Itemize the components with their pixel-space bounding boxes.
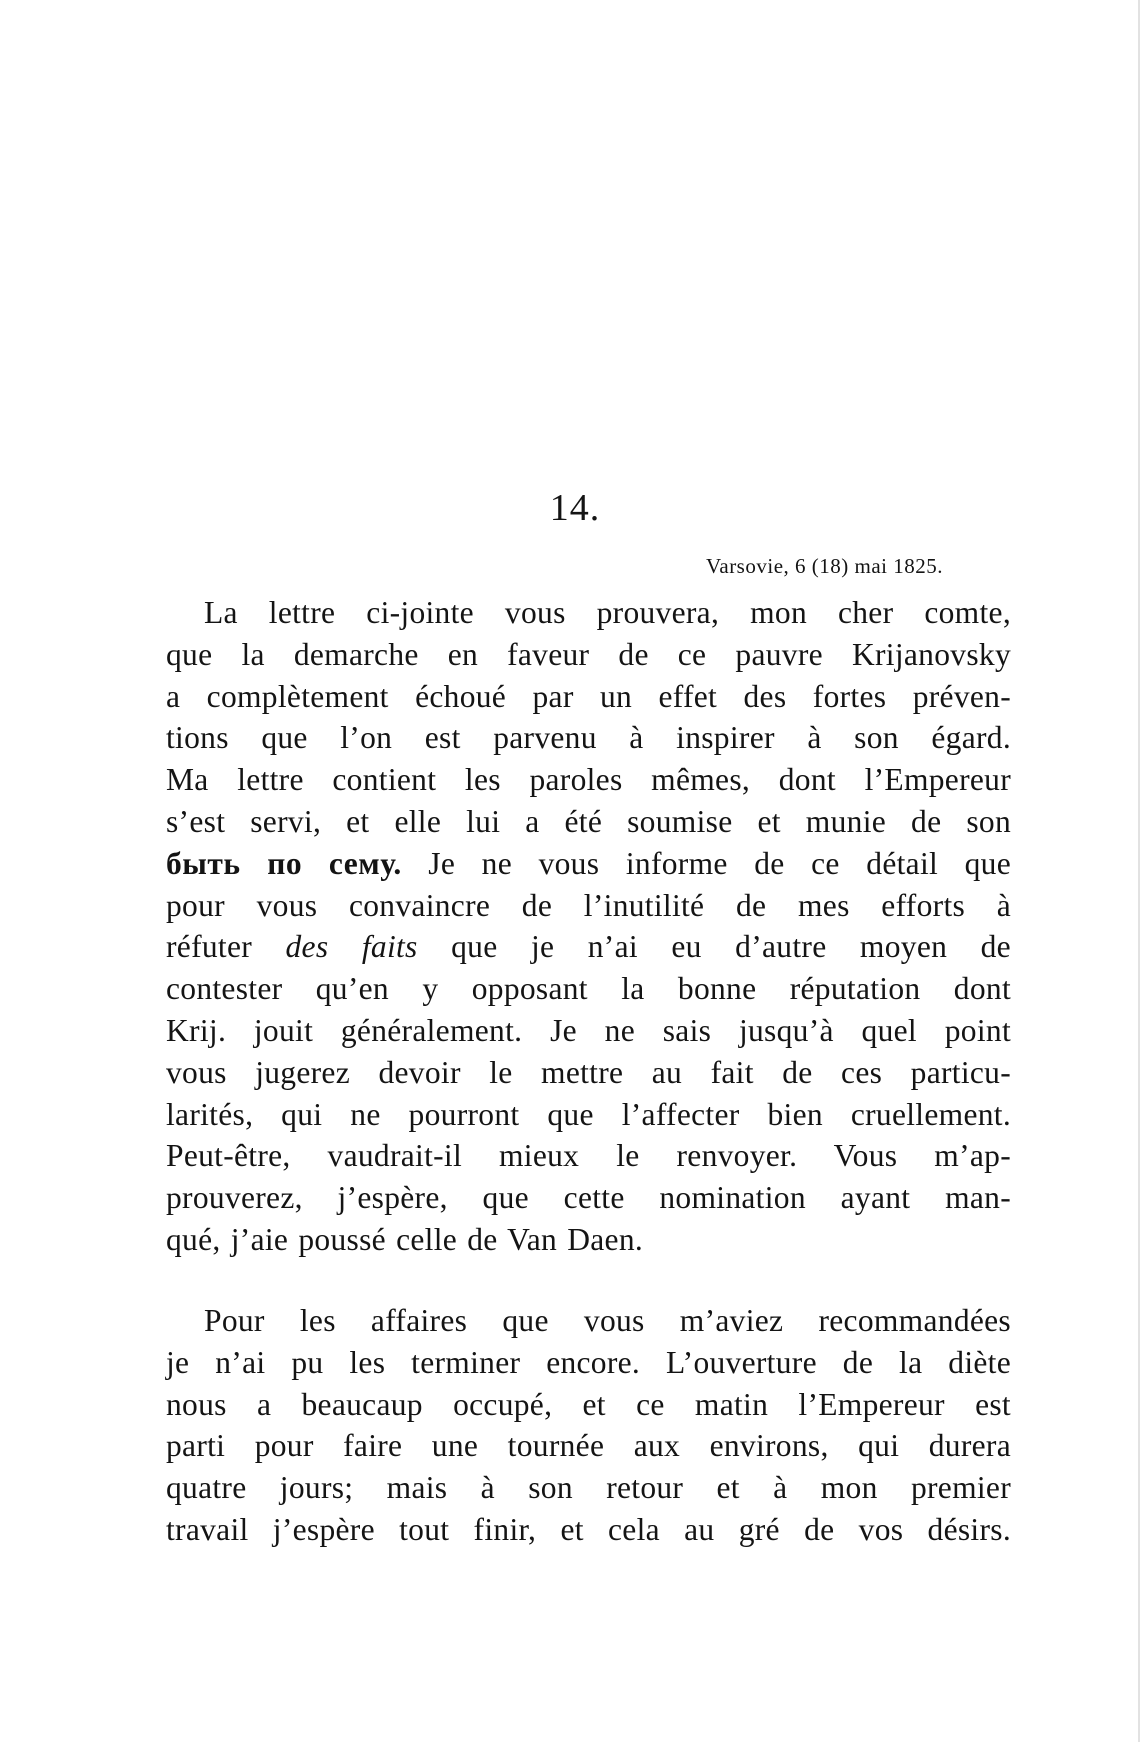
- text-fragment: Je ne vous informe de ce détail que: [401, 845, 1012, 881]
- text-line: [166, 926, 1011, 968]
- text-line: quatre jours; mais à son retour et à mon premier: [166, 1470, 1011, 1506]
- text-line: que la demarche en faveur de ce pauvre Krijanovsky: [166, 636, 1011, 672]
- letter-number: 14.: [549, 487, 601, 529]
- text-line: s’est servi, et elle lui a été soumise et munie de son: [166, 803, 1011, 839]
- text-line: Peut-être, vaudrait-il mieux le renvoyer. Vous m’ap-: [166, 1138, 1011, 1174]
- dateline: Varsovie, 6 (18) mai 1825.: [706, 554, 943, 578]
- text-line: travail j’espère tout finir, et cela au gré de vos désirs.: [166, 1511, 1011, 1547]
- text-line: pour vous convaincre de l’inutilité de mes efforts à: [166, 887, 1011, 923]
- text-fragment: que je n’ai eu d’autre moyen de: [417, 929, 1011, 965]
- text-line: a complètement échoué par un effet des fortes préven-: [166, 678, 1011, 714]
- text-line: je n’ai pu les terminer encore. L’ouverture de la diète: [166, 1344, 1011, 1380]
- text-line: Pour les affaires que vous m’aviez recommandées: [204, 1303, 1011, 1338]
- text-line: contester qu’en y opposant la bonne réputation dont: [166, 971, 1011, 1007]
- text-fragment: réfuter: [166, 929, 286, 965]
- paragraph-1: [166, 592, 1011, 1261]
- text-line: qué, j’aie poussé celle de Van Daen.: [166, 1221, 644, 1257]
- russian-phrase: быть по сему.: [166, 845, 402, 881]
- text-line: parti pour faire une tournée aux environs, qui durera: [166, 1428, 1011, 1464]
- text-line: tions que l’on est parvenu à inspirer à son égard.: [166, 720, 1011, 756]
- text-line: [166, 843, 1011, 885]
- text-line: prouverez, j’espère, que cette nomination ayant man-: [166, 1180, 1011, 1216]
- text-line: La lettre ci-jointe vous prouvera, mon cher comte,: [204, 595, 1011, 630]
- emphasized-phrase: des faits: [285, 929, 418, 965]
- text-line: vous jugerez devoir le mettre au fait de ces particu-: [166, 1054, 1011, 1090]
- text-line: larités, qui ne pourront que l’affecter bien cruellement.: [166, 1096, 1011, 1132]
- text-line: nous a beaucaup occupé, et ce matin l’Empereur est: [166, 1386, 1011, 1422]
- text-line: Ma lettre contient les paroles mêmes, dont l’Empereur: [166, 762, 1011, 798]
- paragraph-2: [166, 1300, 1011, 1551]
- text-line: Krij. jouit généralement. Je ne sais jusqu’à quel point: [166, 1012, 1011, 1048]
